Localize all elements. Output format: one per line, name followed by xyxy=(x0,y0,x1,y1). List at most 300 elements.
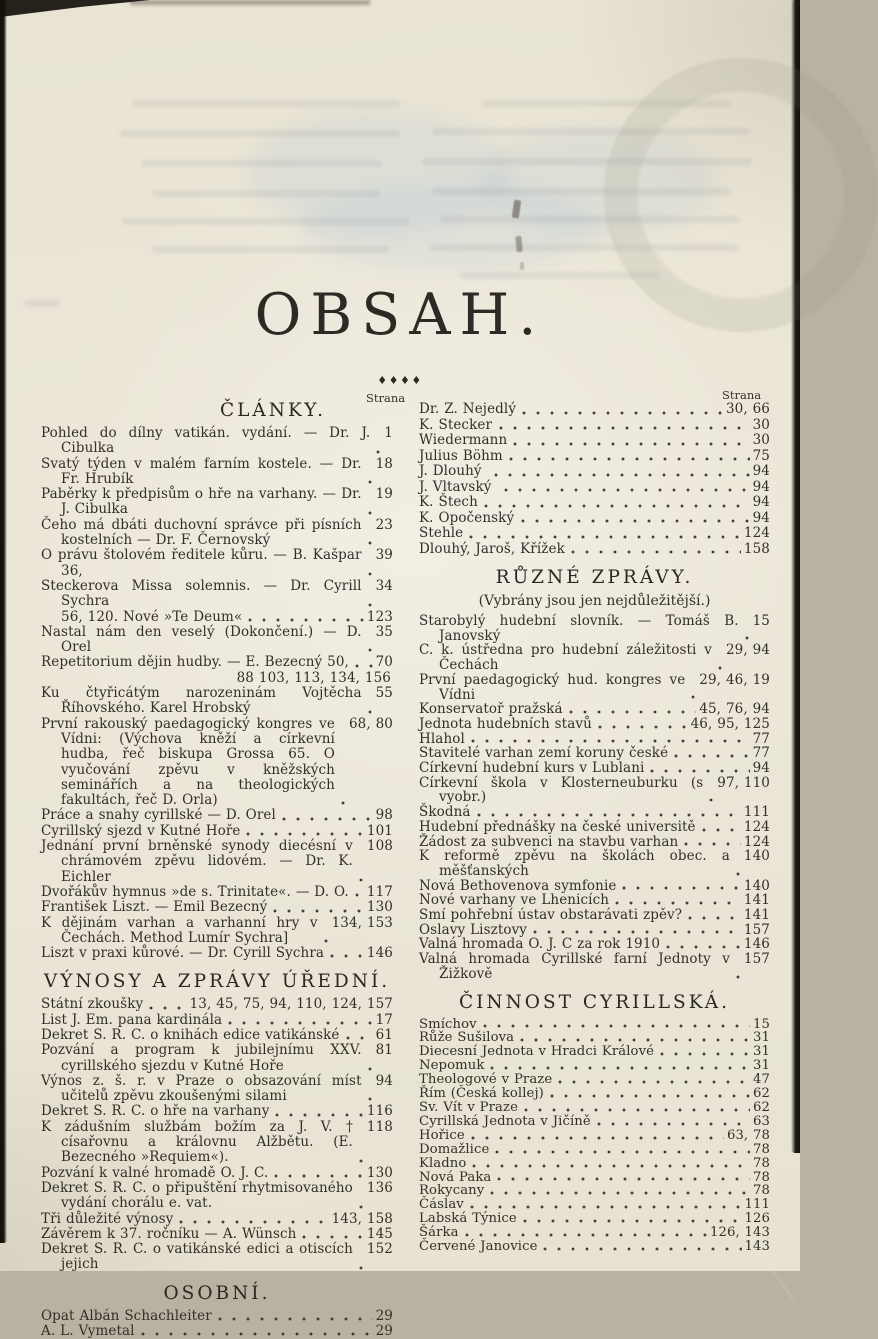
toc-entry xyxy=(41,1324,393,1339)
entry-page-number: 94 xyxy=(752,494,770,510)
dot-leader xyxy=(484,504,749,508)
bleedthrough-text-line xyxy=(152,190,380,197)
toc-entry xyxy=(419,732,770,747)
entry-page-number: 94 xyxy=(752,463,770,479)
entry-text: Theologové v Praze xyxy=(419,1072,553,1088)
toc-entry xyxy=(41,1309,393,1324)
toc-entry xyxy=(419,835,770,850)
dot-leader xyxy=(521,519,750,523)
toc-entry xyxy=(419,849,770,878)
entry-page-number: 63, 78 xyxy=(726,1127,770,1143)
dot-leader xyxy=(615,901,741,905)
toc-section xyxy=(419,402,770,557)
toc-section xyxy=(41,971,393,1272)
toc-entry xyxy=(41,1227,393,1242)
toc-entry xyxy=(41,548,393,579)
entry-page-number: 47 xyxy=(753,1072,770,1088)
entry-text: Nové varhany ve Lhenicích xyxy=(419,892,610,909)
entry-page-number: 94 xyxy=(375,1072,393,1089)
dot-leader xyxy=(702,828,741,832)
entry-text: Sv. Vít v Praze xyxy=(419,1100,518,1116)
entry-text: Oslavy Lisztovy xyxy=(419,921,528,938)
section-subtitle: (Vybrány jsou jen nejdůležitější.) xyxy=(478,593,711,609)
dot-leader xyxy=(275,1113,363,1117)
toc-entry xyxy=(41,686,393,717)
section-heading: RŮZNÉ ZPRÁVY. xyxy=(495,567,694,588)
toc-entry xyxy=(41,1120,393,1166)
dot-leader xyxy=(745,636,750,640)
entry-text: Škodná xyxy=(419,804,471,821)
dot-leader xyxy=(368,648,373,652)
entry-page-number: 78 xyxy=(753,1169,770,1185)
dot-leader xyxy=(622,886,740,890)
dot-leader xyxy=(718,666,723,670)
entry-page-number: 61 xyxy=(375,1026,393,1043)
entry-text: Opat Albán Schachleiter xyxy=(41,1307,212,1324)
toc-entry xyxy=(419,418,770,434)
entry-text: František Liszt. — Emil Bezecný xyxy=(41,899,268,916)
entry-text: Valná hromada Cyrillské farní Jednoty v Žižkově xyxy=(419,951,730,982)
toc-entry xyxy=(41,610,393,625)
entry-text: Smí pohřební ústav obstarávati zpěv? xyxy=(419,907,683,924)
entry-text: Smíchov xyxy=(419,1016,477,1032)
toc-entry xyxy=(419,402,770,418)
toc-entry xyxy=(419,526,770,542)
dot-leader xyxy=(569,710,697,714)
toc-entry xyxy=(419,614,770,643)
toc-entry xyxy=(419,495,770,511)
entry-text: Konservatoř pražská xyxy=(419,701,563,718)
dot-leader xyxy=(688,916,741,920)
entry-text: Státní zkoušky xyxy=(41,996,144,1013)
entry-page-number: 34 xyxy=(375,577,393,594)
toc-entry xyxy=(419,1184,770,1198)
entry-page-number: 108 xyxy=(366,838,393,855)
toc-entry xyxy=(419,893,770,908)
entry-text: Nepomuk xyxy=(419,1058,485,1074)
entry-text: První paedagogický hud. kongres ve Vídni xyxy=(419,671,686,703)
entry-page-number: 111 xyxy=(744,1197,770,1213)
entry-text: Jednání první brněnské synody diecésní v chrámovém zpěvu lidovém. — Dr. K. Eichler xyxy=(41,838,353,885)
entry-page-number: 140 xyxy=(743,848,770,865)
entry-text: K. Štech xyxy=(419,494,478,510)
entry-text: Žádost za subvenci na stavbu varhan xyxy=(419,833,679,850)
dot-leader xyxy=(504,488,750,492)
dot-leader xyxy=(368,710,373,714)
dot-leader xyxy=(598,725,688,729)
entry-page-number: 62 xyxy=(753,1086,770,1102)
entry-page-number: 126, 143 xyxy=(709,1225,770,1241)
dot-leader xyxy=(509,457,750,461)
entry-text: Hudební přednášky na české universitě xyxy=(419,818,696,835)
entry-page-number: 18 xyxy=(375,455,393,472)
scan-top-smudge xyxy=(130,0,370,5)
entry-page-number: 31 xyxy=(753,1030,770,1046)
dot-leader xyxy=(471,1136,724,1140)
entry-page-number: 140 xyxy=(743,877,770,894)
toc-entry xyxy=(41,997,393,1012)
entry-page-number: 45, 76, 94 xyxy=(699,701,770,718)
entry-page-number: 141 xyxy=(743,892,770,909)
entry-page-number: 31 xyxy=(753,1058,770,1074)
dot-leader xyxy=(494,473,750,477)
entry-text: 88 103, 113, 134, 156 xyxy=(236,669,391,686)
dot-leader xyxy=(330,954,364,958)
entry-text: Starobylý hudební slovník. — Tomáš B. Janovský xyxy=(419,613,739,644)
toc-entry xyxy=(41,579,393,610)
dot-leader xyxy=(359,1159,364,1163)
dot-leader xyxy=(368,572,373,576)
entry-page-number: 126 xyxy=(744,1211,770,1227)
toc-entry xyxy=(419,776,770,805)
dot-leader xyxy=(543,1247,741,1251)
entry-text: Pohled do dílny vatikán. vydání. — Dr. J. Cibulka xyxy=(41,425,371,457)
dot-leader xyxy=(691,695,696,699)
toc-entry xyxy=(41,839,393,885)
toc-entry xyxy=(419,937,770,952)
dot-leader xyxy=(674,754,749,758)
entry-text: Červené Janovice xyxy=(419,1239,538,1255)
toc-entry xyxy=(41,885,393,900)
entry-page-number: 70 xyxy=(375,654,393,671)
dot-leader xyxy=(141,1332,373,1336)
bleedthrough-text-line xyxy=(142,160,382,167)
entry-text: Dvořákův hymnus »de s. Trinitate«. — D. O. xyxy=(41,883,349,900)
entry-text: Kladno xyxy=(419,1155,467,1171)
dot-leader xyxy=(346,1036,373,1040)
entry-page-number: 111 xyxy=(743,804,770,821)
entry-text: Dekret S. R. C. o připuštění rhytmisovaného vydání chorálu e. vat. xyxy=(41,1179,353,1212)
toc-entry xyxy=(419,480,770,496)
scan-edge-left xyxy=(0,0,7,1243)
dot-leader xyxy=(471,739,750,743)
dot-leader xyxy=(368,541,373,545)
dot-leader xyxy=(469,535,741,539)
entry-page-number: 146 xyxy=(743,936,770,953)
entry-page-number: 141 xyxy=(743,907,770,924)
dot-leader xyxy=(355,664,373,668)
entry-text: Práce a snahy cyrillské — D. Orel xyxy=(41,807,276,824)
entry-text: Dekret S. R. C. o hře na varhany xyxy=(41,1103,270,1120)
entry-page-number: 78 xyxy=(753,1183,770,1199)
entry-page-number: 118 xyxy=(366,1118,393,1135)
entry-text: Nová Paka xyxy=(419,1169,492,1185)
entry-page-number: 23 xyxy=(375,516,393,533)
entry-text: Rokycany xyxy=(419,1183,485,1199)
toc-entry xyxy=(419,511,770,527)
toc-entry xyxy=(419,449,770,465)
entry-page-number: 130 xyxy=(366,899,393,916)
toc-entry xyxy=(41,1212,393,1227)
entry-text: Cyrillský sjezd v Kutné Hoře xyxy=(41,822,241,839)
dot-leader xyxy=(368,1067,373,1071)
toc-entry xyxy=(41,1181,393,1212)
scan-corner-mark xyxy=(0,0,150,17)
entry-text: Ku čtyřicátým narozeninám Vojtěcha Říhovského. Karel Hrobský xyxy=(41,685,362,717)
dot-leader xyxy=(248,618,364,622)
section-heading: ČINNOST CYRILLSKÁ. xyxy=(458,991,731,1013)
dot-leader xyxy=(736,975,741,979)
entry-text: List J. Em. pana kardinála xyxy=(41,1011,223,1028)
ink-mark xyxy=(515,236,522,252)
dot-leader xyxy=(273,909,364,913)
bleedthrough-text-line xyxy=(152,246,390,253)
bleedthrough-text-line xyxy=(120,130,400,137)
toc-entry xyxy=(419,923,770,938)
entry-page-number: 143 xyxy=(744,1239,770,1255)
toc-column-right xyxy=(419,402,770,1254)
entry-text: Diecesní Jednota v Hradci Králové xyxy=(419,1044,655,1060)
dot-leader xyxy=(472,1164,750,1168)
toc-entry xyxy=(419,908,770,923)
entry-text: Cyrillská Jednota v Jičíně xyxy=(419,1113,591,1129)
toc-entry xyxy=(41,457,393,488)
entry-page-number: 117 xyxy=(366,883,393,900)
entry-page-number: 29 xyxy=(375,1307,393,1324)
toc-entry xyxy=(41,1013,393,1028)
toc-entry xyxy=(419,1115,770,1129)
entry-page-number: 75 xyxy=(752,447,770,464)
entry-text: Valná hromada O. J. C za rok 1910 xyxy=(419,936,661,953)
dot-leader xyxy=(513,442,749,446)
dot-leader xyxy=(324,939,329,943)
entry-page-number: 77 xyxy=(752,730,770,747)
entry-text: Wiedermann xyxy=(419,432,508,448)
entry-page-number: 29 xyxy=(375,1323,393,1339)
toc-section xyxy=(41,400,393,961)
dot-leader xyxy=(465,1233,707,1237)
dot-leader xyxy=(179,1220,328,1224)
entry-page-number: 30 xyxy=(752,416,770,433)
dot-leader xyxy=(660,1052,750,1056)
entry-text: Pozvání a program k jubilejnímu XXV. cyrillského sjezdu v Kutné Hoře xyxy=(41,1042,362,1074)
dot-leader xyxy=(359,1205,364,1209)
entry-page-number: 62 xyxy=(753,1100,770,1116)
entry-page-number: 78 xyxy=(753,1141,770,1157)
dot-leader xyxy=(736,872,741,876)
entry-page-number: 157 xyxy=(743,921,770,938)
entry-text: Nastal nám den veselý (Dokončení.) — D. Orel xyxy=(41,623,362,656)
entry-page-number: 29, 94 xyxy=(725,642,770,659)
dot-leader xyxy=(341,801,346,805)
dot-leader xyxy=(558,1080,750,1084)
entry-text: C. k. ústředna pro hudební záležitosti v Čechách xyxy=(419,642,712,674)
dot-leader xyxy=(368,1097,373,1101)
entry-page-number: 134, 153 xyxy=(331,914,393,931)
dot-leader xyxy=(274,1174,364,1178)
entry-page-number: 30 xyxy=(752,432,770,448)
entry-page-number: 124 xyxy=(743,818,770,835)
entry-text: K. Opočenský xyxy=(419,509,515,526)
dot-leader xyxy=(650,769,749,773)
toc-entry xyxy=(41,426,393,457)
entry-page-number: 15 xyxy=(752,613,770,629)
entry-page-number: 158 xyxy=(743,540,770,557)
section-heading: VÝNOSY A ZPRÁVY ÚŘEDNÍ. xyxy=(43,971,391,993)
entry-page-number: 1 xyxy=(384,425,393,441)
dot-leader xyxy=(684,842,741,846)
dot-leader xyxy=(522,411,723,415)
entry-text: K. Stecker xyxy=(419,416,493,433)
entry-text: Jednota hudebních stavů xyxy=(419,715,592,732)
toc-entry xyxy=(41,625,393,656)
entry-text: A. L. Vymetal xyxy=(41,1323,135,1339)
toc-column-left xyxy=(41,400,393,1339)
bleedthrough-text-line xyxy=(122,218,410,225)
dot-leader xyxy=(709,798,714,802)
entry-text: Čeho má dbáti duchovní správce při písních kostelních — Dr. F. Černovský xyxy=(41,516,362,549)
toc-entry xyxy=(419,952,770,981)
toc-entry xyxy=(41,1166,393,1181)
entry-text: Závěrem k 37. ročníku — A. Wünsch xyxy=(41,1225,297,1242)
toc-section xyxy=(419,567,770,982)
toc-entry xyxy=(41,717,393,809)
entry-page-number: 157 xyxy=(743,951,770,968)
toc-entry xyxy=(419,1143,770,1157)
toc-entry xyxy=(41,518,393,549)
toc-entry xyxy=(419,1157,770,1171)
entry-text: J. Vltavský xyxy=(419,478,492,495)
toc-entry xyxy=(419,1087,770,1101)
entry-text: Dlouhý, Jaroš, Křížek xyxy=(419,540,565,557)
toc-entry xyxy=(41,946,393,961)
entry-text: Stehle xyxy=(419,525,464,541)
entry-page-number: 46, 95, 125 xyxy=(690,715,770,732)
section-heading: OSOBNÍ. xyxy=(163,1282,271,1304)
dot-leader xyxy=(571,550,741,554)
toc-section xyxy=(419,992,770,1254)
toc-entry xyxy=(419,1045,770,1059)
entry-page-number: 124 xyxy=(743,525,770,541)
toc-entry xyxy=(41,1043,393,1074)
entry-text: Dekret S. R. C. o vatikánské edici a otiscích jejich xyxy=(41,1241,353,1273)
dot-leader xyxy=(368,511,373,515)
entry-text: K dějinám varhan a varhanní hry v Čechách. Method Lumír Sychra] xyxy=(41,914,318,946)
toc-entry xyxy=(419,1212,770,1226)
toc-entry xyxy=(41,1104,393,1119)
toc-entry xyxy=(419,433,770,449)
toc-entry xyxy=(419,879,770,894)
dot-leader xyxy=(490,1191,750,1195)
dot-leader xyxy=(550,1094,750,1098)
entry-text: První rakouský paedagogický kongres ve Vídni: (Výchova kněží a církevní hudba, řeč biskupa Grossa 65. O vyučování zpěvu v kněžských seminářích a na theologických fakultách, řeč D. Orla) xyxy=(41,715,335,809)
dot-leader xyxy=(149,1006,186,1010)
dot-leader xyxy=(666,945,741,949)
toc-entry xyxy=(419,542,770,558)
dot-leader xyxy=(490,1066,750,1070)
entry-text: Církevní hudební kurs v Lublani xyxy=(419,760,645,777)
ornament-diamonds: ♦♦♦♦ xyxy=(377,374,423,387)
entry-text: Julius Böhm xyxy=(419,447,503,464)
dot-leader xyxy=(499,426,750,430)
toc-entry xyxy=(419,1171,770,1185)
entry-page-number: 101 xyxy=(366,822,393,839)
entry-page-number: 15 xyxy=(753,1016,770,1032)
dot-leader xyxy=(282,817,373,821)
entry-page-number: 29, 46, 19 xyxy=(699,671,770,688)
entry-page-number: 81 xyxy=(375,1042,393,1059)
toc-entry xyxy=(41,671,393,686)
bleedthrough-text-line xyxy=(132,100,400,107)
toc-entry xyxy=(41,655,393,670)
dot-leader xyxy=(359,1266,364,1270)
strana-label-left: Strana xyxy=(366,391,406,405)
entry-page-number: 35 xyxy=(375,623,393,640)
toc-entry xyxy=(419,1198,770,1212)
entry-text: Domažlice xyxy=(419,1141,490,1157)
ink-mark xyxy=(520,262,524,270)
toc-entry xyxy=(419,1101,770,1115)
entry-page-number: 123 xyxy=(366,608,393,625)
entry-text: J. Dlouhý xyxy=(419,463,482,479)
toc-entry xyxy=(41,1074,393,1105)
dot-leader xyxy=(477,813,741,817)
toc-entry xyxy=(419,1226,770,1240)
entry-text: Nová Bethovenova symfonie xyxy=(419,877,617,894)
toc-entry xyxy=(419,1059,770,1073)
toc-entry xyxy=(419,820,770,835)
entry-text: Pozvání k valné hromadě O. J. C. xyxy=(41,1164,269,1181)
toc-entry xyxy=(41,1028,393,1043)
entry-page-number: 94 xyxy=(752,760,770,777)
dot-leader xyxy=(597,1122,750,1126)
dot-leader xyxy=(495,1150,750,1154)
entry-text: O právu štolovém ředitele kůru. — B. Kašpar 36, xyxy=(41,547,362,579)
entry-text: Repetitorium dějin hudby. — E. Bezecný 50, xyxy=(41,654,349,671)
entry-page-number: 13, 45, 75, 94, 110, 124, 157 xyxy=(189,996,393,1013)
entry-text: Liszt v praxi kůrové. — Dr. Cyrill Sychra xyxy=(41,945,325,962)
toc-entry xyxy=(41,487,393,518)
entry-page-number: 68, 80 xyxy=(348,715,393,732)
dot-leader xyxy=(368,480,373,484)
page-title: OBSAH. xyxy=(254,282,546,348)
toc-entry xyxy=(419,746,770,761)
entry-page-number: 94 xyxy=(752,509,770,526)
entry-page-number: 78 xyxy=(753,1155,770,1171)
toc-entry xyxy=(41,916,393,947)
entry-text: Stavitelé varhan zemí koruny české xyxy=(419,745,669,762)
toc-entry xyxy=(419,717,770,732)
dot-leader xyxy=(497,1177,750,1181)
entry-page-number: 31 xyxy=(753,1044,770,1060)
entry-text: Hořice xyxy=(419,1127,465,1143)
entry-text: Dr. Z. Nejedlý xyxy=(419,401,517,417)
entry-page-number: 143, 158 xyxy=(331,1210,393,1227)
toc-entry xyxy=(419,643,770,672)
dot-leader xyxy=(523,1219,742,1223)
toc-entry xyxy=(419,702,770,717)
entry-text: Paběrky k předpisům o hře na varhany. — Dr. J. Cibulka xyxy=(41,486,362,518)
toc-entry xyxy=(419,1240,770,1254)
dot-leader xyxy=(470,1205,742,1209)
entry-text: Řím (Česká kollej) xyxy=(419,1086,544,1102)
entry-text: Šárka xyxy=(419,1225,459,1241)
entry-page-number: 94 xyxy=(752,478,770,495)
toc-entry xyxy=(41,1242,393,1273)
entry-page-number: 130 xyxy=(366,1164,393,1181)
entry-text: K reformě zpěvu na školách obec. a měšťanských xyxy=(419,848,730,879)
entry-text: Čáslav xyxy=(419,1197,464,1213)
entry-page-number: 98 xyxy=(375,807,393,824)
dot-leader xyxy=(376,450,381,454)
entry-page-number: 77 xyxy=(752,745,770,762)
entry-page-number: 63 xyxy=(753,1113,770,1129)
dot-leader xyxy=(228,1021,372,1025)
entry-page-number: 116 xyxy=(366,1103,393,1120)
entry-text: Výnos z. š. r. v Praze o obsazování míst učitelů zpěvu zkoušenými silami xyxy=(41,1072,362,1105)
dot-leader xyxy=(483,1024,750,1028)
toc-entry xyxy=(419,761,770,776)
